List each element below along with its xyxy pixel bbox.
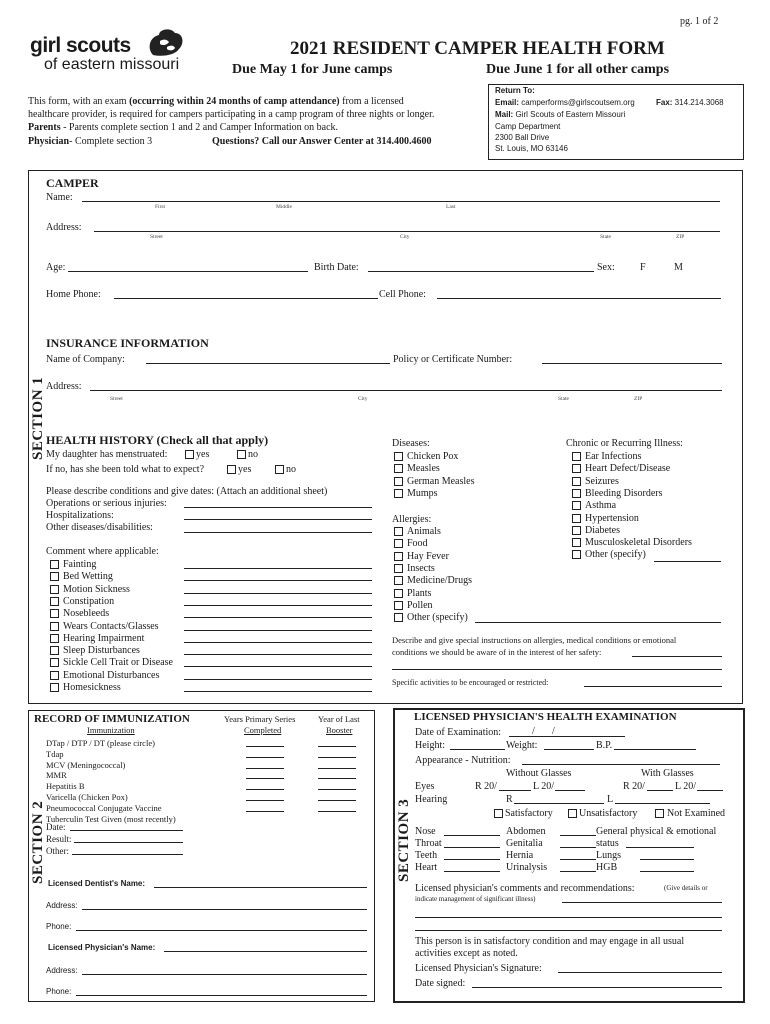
unsatisfactory-checkbox[interactable] bbox=[568, 809, 577, 818]
eyes-l-without-field[interactable] bbox=[555, 790, 585, 791]
col-primary-1: Years Primary Series bbox=[224, 714, 296, 724]
exam-date-label: Date of Examination: bbox=[415, 727, 502, 738]
exam-col3-label: Lungs bbox=[596, 850, 621, 861]
exam-col1-label: Teeth bbox=[415, 850, 438, 861]
immunization-heading: RECORD OF IMMUNIZATION bbox=[34, 713, 190, 725]
chronic-other-field[interactable] bbox=[654, 561, 721, 562]
exam-col1-label: Nose bbox=[415, 826, 436, 837]
diseases-item: German Measles bbox=[407, 475, 475, 487]
tb-other-field[interactable] bbox=[72, 854, 183, 855]
allergy-other-field[interactable] bbox=[475, 622, 721, 623]
appearance-label: Appearance - Nutrition: bbox=[415, 755, 511, 766]
ins-address-label: Address: bbox=[46, 381, 82, 392]
cell-phone-label: Cell Phone: bbox=[379, 289, 426, 300]
vaccine-booster-field[interactable] bbox=[318, 800, 356, 801]
return-street: 2300 Ball Drive bbox=[495, 133, 550, 142]
comments-comment-field[interactable] bbox=[184, 642, 372, 643]
vaccine-primary-field[interactable] bbox=[246, 768, 284, 769]
without-glasses-label: Without Glasses bbox=[506, 768, 572, 779]
vaccine-name: DTap / DTP / DT (please circle) bbox=[46, 738, 155, 748]
chronic-label: Chronic or Recurring Illness: bbox=[566, 438, 683, 449]
comments-item: Hearing Impairment bbox=[63, 632, 145, 644]
unsatisfactory-label: Unsatisfactory bbox=[579, 808, 638, 819]
physician-note: Physician- Complete section 3 bbox=[28, 136, 153, 147]
exam-col2-field[interactable] bbox=[560, 835, 596, 836]
instructions-field-2[interactable] bbox=[392, 669, 722, 670]
menstruated-yes-label: yes bbox=[196, 449, 210, 460]
chronic-item: Seizures bbox=[585, 475, 619, 487]
cell-phone-field[interactable] bbox=[437, 298, 721, 299]
allergies-label: Allergies: bbox=[392, 514, 432, 525]
diseases-item: Mumps bbox=[407, 487, 438, 499]
policy-field[interactable] bbox=[542, 363, 722, 364]
physician-exam-heading: LICENSED PHYSICIAN'S HEALTH EXAMINATION bbox=[414, 711, 677, 723]
allergies-item: Medicine/Drugs bbox=[407, 575, 472, 587]
middle-hint: Middle bbox=[276, 204, 292, 210]
comments-label: Licensed physician's comments and recommendations: bbox=[415, 883, 635, 894]
vaccine-primary-field[interactable] bbox=[246, 757, 284, 758]
exam-col1-field[interactable] bbox=[444, 835, 500, 836]
form-title: 2021 RESIDENT CAMPER HEALTH FORM bbox=[290, 38, 665, 59]
street-hint: Street bbox=[150, 234, 163, 240]
allergies-checkbox[interactable] bbox=[394, 527, 403, 536]
eyes-l-with-field[interactable] bbox=[697, 790, 723, 791]
exam-col3-label: General physical & emotional bbox=[596, 826, 717, 837]
dentist-address-label: Address: bbox=[46, 901, 78, 910]
policy-label: Policy or Certificate Number: bbox=[393, 354, 513, 365]
comments-item: Emotional Disturbances bbox=[63, 669, 160, 681]
birth-date-label: Birth Date: bbox=[314, 262, 359, 273]
hearing-l: L bbox=[607, 794, 614, 805]
allergies-item: Plants bbox=[407, 587, 432, 599]
instructions-field-1[interactable] bbox=[632, 656, 722, 657]
allergies-checkbox[interactable] bbox=[394, 564, 403, 573]
comments-comment-field[interactable] bbox=[184, 666, 372, 667]
intro-line-2: healthcare provider, is required for campers participating in a camp program of three nights or longer. bbox=[28, 109, 435, 120]
exam-col3-field[interactable] bbox=[640, 859, 694, 860]
allergies-checkbox[interactable] bbox=[394, 613, 403, 622]
exam-col2-field[interactable] bbox=[560, 871, 596, 872]
due-date-other: Due June 1 for all other camps bbox=[486, 62, 670, 77]
weight-label: Weight: bbox=[506, 740, 538, 751]
age-field[interactable] bbox=[68, 271, 308, 272]
name-label: Name: bbox=[46, 192, 73, 203]
menstruated-question: My daughter has menstruated: bbox=[46, 449, 168, 460]
return-email: Email: camperforms@girlscoutsem.org bbox=[495, 98, 635, 107]
other-diseases-label: Other diseases/disabilities: bbox=[46, 522, 153, 533]
hearing-r-field[interactable] bbox=[514, 803, 604, 804]
eyes-r-with: R 20/ bbox=[623, 781, 645, 792]
return-dept: Camp Department bbox=[495, 122, 561, 131]
vaccine-name: Pneumococcal Conjugate Vaccine bbox=[46, 802, 162, 813]
chronic-checkbox[interactable] bbox=[572, 501, 581, 510]
trefoil-logo-icon bbox=[145, 27, 185, 57]
exam-date-field[interactable] bbox=[509, 736, 625, 737]
comments-comment-field[interactable] bbox=[184, 580, 372, 581]
ins-city-hint: City bbox=[358, 396, 368, 402]
activities-field[interactable] bbox=[584, 686, 722, 687]
tb-other-label: Other: bbox=[46, 846, 69, 856]
hospitalizations-label: Hospitalizations: bbox=[46, 510, 114, 521]
insurance-heading: INSURANCE INFORMATION bbox=[46, 336, 209, 350]
diseases-checkbox[interactable] bbox=[394, 477, 403, 486]
sex-female[interactable]: F bbox=[640, 262, 646, 273]
immunization-subheading: Immunization bbox=[87, 725, 135, 735]
other-diseases-field[interactable] bbox=[184, 532, 372, 533]
with-glasses-label: With Glasses bbox=[641, 768, 694, 779]
vaccine-booster-field[interactable] bbox=[318, 746, 356, 747]
physician-phone-label: Phone: bbox=[46, 987, 72, 996]
ins-street-hint: Street bbox=[110, 396, 123, 402]
comments-checkbox[interactable] bbox=[50, 597, 59, 606]
comments-item: Bed Wetting bbox=[63, 571, 113, 583]
hearing-r: R bbox=[506, 794, 513, 805]
ins-state-hint: State bbox=[558, 396, 569, 402]
diseases-checkbox[interactable] bbox=[394, 452, 403, 461]
due-date-june: Due May 1 for June camps bbox=[232, 62, 393, 77]
vaccine-booster-field[interactable] bbox=[318, 768, 356, 769]
instructions-line-2: conditions we should be aware of in the interest of her safety: bbox=[392, 647, 602, 657]
sex-male[interactable]: M bbox=[674, 262, 683, 273]
height-field[interactable] bbox=[450, 749, 505, 750]
chronic-item: Musculoskeletal Disorders bbox=[585, 537, 692, 549]
physician-address-label: Address: bbox=[46, 966, 78, 975]
age-label: Age: bbox=[46, 262, 66, 273]
home-phone-field[interactable] bbox=[114, 298, 378, 299]
section-2-label: SECTION 2 bbox=[30, 800, 46, 884]
chronic-item: Bleeding Disorders bbox=[585, 487, 663, 499]
chronic-checkbox[interactable] bbox=[572, 477, 581, 486]
instructions-line-1: Describe and give special instructions on allergies, medical conditions or emotional bbox=[392, 635, 677, 645]
exam-col2-field[interactable] bbox=[560, 859, 596, 860]
allergies-item: Food bbox=[407, 538, 428, 550]
eyes-r-without: R 20/ bbox=[475, 781, 497, 792]
eyes-l-with: L 20/ bbox=[675, 781, 697, 792]
first-hint: First bbox=[155, 204, 166, 210]
sex-label: Sex: bbox=[597, 262, 615, 273]
comments-comment-field[interactable] bbox=[184, 605, 372, 606]
expect-yes-checkbox[interactable] bbox=[227, 465, 236, 474]
menstruated-no-checkbox[interactable] bbox=[237, 450, 246, 459]
allergies-checkbox[interactable] bbox=[394, 601, 403, 610]
vaccine-booster-field[interactable] bbox=[318, 811, 356, 812]
bp-label: B.P. bbox=[596, 740, 613, 751]
home-phone-label: Home Phone: bbox=[46, 289, 101, 300]
allergies-checkbox[interactable] bbox=[394, 576, 403, 585]
operations-label: Operations or serious injuries: bbox=[46, 498, 167, 509]
tb-date-field[interactable] bbox=[70, 830, 183, 831]
eyes-l-without: L 20/ bbox=[533, 781, 555, 792]
name-field[interactable] bbox=[82, 201, 720, 202]
exam-date-slash-1: / bbox=[532, 726, 535, 737]
dentist-phone-field[interactable] bbox=[76, 930, 367, 931]
physician-name-label: Licensed Physician's Name: bbox=[48, 943, 156, 952]
comments-note-2: indicate management of significant illness) bbox=[415, 895, 536, 903]
satisfactory-checkbox[interactable] bbox=[494, 809, 503, 818]
eyes-label: Eyes bbox=[415, 781, 435, 792]
satisfactory-label: Satisfactory bbox=[505, 808, 553, 819]
return-city: St. Louis, MO 63146 bbox=[495, 144, 568, 153]
exam-date-slash-2: / bbox=[552, 726, 555, 737]
not-examined-checkbox[interactable] bbox=[655, 809, 664, 818]
comments-checkbox[interactable] bbox=[50, 634, 59, 643]
zip-hint: ZIP bbox=[676, 234, 685, 240]
signature-field[interactable] bbox=[558, 972, 722, 973]
state-hint: State bbox=[600, 234, 611, 240]
comments-item: Homesickness bbox=[63, 682, 121, 693]
allergies-checkbox[interactable] bbox=[394, 539, 403, 548]
comments-comment-field[interactable] bbox=[184, 654, 372, 655]
dentist-label: Licensed Dentist's Name: bbox=[48, 879, 146, 888]
birth-date-field[interactable] bbox=[368, 271, 594, 272]
chronic-item: Hypertension bbox=[585, 512, 639, 524]
company-field[interactable] bbox=[146, 363, 390, 364]
comments-item: Fainting bbox=[63, 559, 97, 570]
expect-question: If no, has she been told what to expect? bbox=[46, 464, 205, 475]
company-label: Name of Company: bbox=[46, 354, 125, 365]
exam-col3-field[interactable] bbox=[640, 871, 694, 872]
camper-heading: CAMPER bbox=[46, 176, 99, 190]
diseases-checkbox[interactable] bbox=[394, 489, 403, 498]
allergies-item: Animals bbox=[407, 526, 441, 537]
return-title: Return To: bbox=[495, 86, 535, 95]
answer-center: Questions? Call our Answer Center at 314.400.4600 bbox=[212, 136, 432, 147]
vaccine-primary-field[interactable] bbox=[246, 800, 284, 801]
comments-note-1: (Give details or bbox=[664, 884, 708, 892]
vaccine-name: Varicella (Chicken Pox) bbox=[46, 792, 128, 802]
hearing-label: Hearing bbox=[415, 794, 448, 805]
comments-comment-field[interactable] bbox=[184, 679, 372, 680]
chronic-checkbox[interactable] bbox=[572, 452, 581, 461]
chronic-item: Heart Defect/Disease bbox=[585, 463, 671, 475]
comments-checkbox[interactable] bbox=[50, 585, 59, 594]
chronic-checkbox[interactable] bbox=[572, 464, 581, 473]
chronic-item: Ear Infections bbox=[585, 451, 642, 462]
exam-col1-field[interactable] bbox=[444, 847, 500, 848]
vaccine-primary-field[interactable] bbox=[246, 811, 284, 812]
comments-checkbox[interactable] bbox=[50, 683, 59, 692]
allergies-checkbox[interactable] bbox=[394, 552, 403, 561]
allergies-item: Insects bbox=[407, 562, 435, 574]
describe-instruction: Please describe conditions and give dates: (Attach an additional sheet) bbox=[46, 486, 328, 497]
allergies-item: Hay Fever bbox=[407, 550, 449, 562]
diseases-checkbox[interactable] bbox=[394, 464, 403, 473]
chronic-item: Other (specify) bbox=[585, 549, 646, 561]
comments-item: Sleep Disturbances bbox=[63, 645, 140, 657]
exam-col2-label: Urinalysis bbox=[506, 862, 548, 873]
activities-label: Specific activities to be encouraged or restricted: bbox=[392, 678, 549, 687]
physician-phone-field[interactable] bbox=[76, 995, 367, 996]
comment-label: Comment where applicable: bbox=[46, 546, 159, 557]
comments-comment-field[interactable] bbox=[184, 568, 372, 569]
exam-col3-label: status bbox=[596, 838, 619, 849]
section-2-box bbox=[28, 710, 375, 1002]
comments-comment-field[interactable] bbox=[184, 630, 372, 631]
hospitalizations-field[interactable] bbox=[184, 519, 372, 520]
vaccine-booster-field[interactable] bbox=[318, 757, 356, 758]
logo-girl-scouts: girl scouts bbox=[30, 34, 131, 57]
tb-result-field[interactable] bbox=[74, 842, 183, 843]
not-examined-label: Not Examined bbox=[667, 808, 726, 819]
appearance-field[interactable] bbox=[522, 764, 720, 765]
exam-col1-field[interactable] bbox=[444, 871, 500, 872]
signature-label: Licensed Physician's Signature: bbox=[415, 963, 542, 974]
exam-col2-label: Hernia bbox=[506, 850, 534, 861]
exam-col2-label: Abdomen bbox=[506, 826, 546, 837]
comments-item: Motion Sickness bbox=[63, 583, 130, 595]
vaccine-name: Hepatitis B bbox=[46, 781, 85, 792]
exam-col1-field[interactable] bbox=[444, 859, 500, 860]
comments-checkbox[interactable] bbox=[50, 609, 59, 618]
menstruated-no-label: no bbox=[248, 449, 258, 460]
allergies-checkbox[interactable] bbox=[394, 589, 403, 598]
comments-item: Sickle Cell Trait or Disease bbox=[63, 657, 173, 669]
allergies-item: Other (specify) bbox=[407, 612, 468, 624]
bp-field[interactable] bbox=[614, 749, 696, 750]
chronic-checkbox[interactable] bbox=[572, 514, 581, 523]
exam-col3-field[interactable] bbox=[626, 847, 694, 848]
hearing-l-field[interactable] bbox=[615, 803, 710, 804]
tb-result-label: Result: bbox=[46, 834, 72, 844]
col-primary-2: Completed bbox=[244, 725, 282, 735]
comments-comment-field[interactable] bbox=[184, 691, 372, 692]
comments-checkbox[interactable] bbox=[50, 572, 59, 581]
comments-checkbox[interactable] bbox=[50, 646, 59, 655]
chronic-item: Diabetes bbox=[585, 524, 620, 536]
vaccine-primary-field[interactable] bbox=[246, 778, 284, 779]
intro-line-1: This form, with an exam (occurring within 24 months of camp attendance) from a licensed bbox=[28, 96, 404, 107]
allergies-item: Pollen bbox=[407, 599, 433, 611]
date-signed-label: Date signed: bbox=[415, 978, 466, 989]
chronic-checkbox[interactable] bbox=[572, 550, 581, 559]
operations-field[interactable] bbox=[184, 507, 372, 508]
statement-line-2: activities except as noted. bbox=[415, 948, 518, 959]
comments-checkbox[interactable] bbox=[50, 671, 59, 680]
exam-col2-label: Genitalia bbox=[506, 838, 543, 849]
chronic-checkbox[interactable] bbox=[572, 526, 581, 535]
statement-line-1: This person is in satisfactory condition and may engage in all usual bbox=[415, 936, 685, 947]
city-hint: City bbox=[400, 234, 410, 240]
vaccine-booster-field[interactable] bbox=[318, 789, 356, 790]
comments-checkbox[interactable] bbox=[50, 560, 59, 569]
vaccine-primary-field[interactable] bbox=[246, 746, 284, 747]
vaccine-name: Tuberculin Test Given (most recently) bbox=[46, 813, 176, 824]
comments-comment-field[interactable] bbox=[184, 593, 372, 594]
health-history-heading: HEALTH HISTORY (Check all that apply) bbox=[46, 433, 269, 447]
eyes-r-with-field[interactable] bbox=[647, 790, 673, 791]
comments-field-2[interactable] bbox=[415, 917, 722, 918]
comments-item: Constipation bbox=[63, 595, 115, 607]
eyes-r-without-field[interactable] bbox=[499, 790, 531, 791]
page-number: pg. 1 of 2 bbox=[680, 16, 719, 27]
ins-zip-hint: ZIP bbox=[634, 396, 643, 402]
address-label: Address: bbox=[46, 222, 82, 233]
vaccine-booster-field[interactable] bbox=[318, 778, 356, 779]
vaccine-primary-field[interactable] bbox=[246, 789, 284, 790]
exam-col3-label: HGB bbox=[596, 862, 618, 873]
exam-col1-label: Throat bbox=[415, 838, 442, 849]
menstruated-yes-checkbox[interactable] bbox=[185, 450, 194, 459]
dentist-field[interactable] bbox=[154, 887, 367, 888]
comments-field-3[interactable] bbox=[415, 930, 722, 931]
col-booster-2: Booster bbox=[326, 725, 353, 735]
tb-date-label: Date: bbox=[46, 822, 66, 832]
col-booster-1: Year of Last bbox=[318, 714, 360, 724]
address-field[interactable] bbox=[94, 231, 720, 232]
parents-note: Parents - Parents complete section 1 and 2 and Camper Information on back. bbox=[28, 122, 339, 133]
expect-yes-label: yes bbox=[238, 464, 252, 475]
chronic-checkbox[interactable] bbox=[572, 538, 581, 547]
physician-name-field[interactable] bbox=[164, 951, 367, 952]
logo-eastern-missouri: of eastern missouri bbox=[44, 56, 180, 73]
exam-col1-label: Heart bbox=[415, 862, 438, 873]
section-3-label: SECTION 3 bbox=[396, 798, 412, 882]
height-label: Height: bbox=[415, 740, 445, 751]
ins-address-field[interactable] bbox=[90, 390, 722, 391]
chronic-checkbox[interactable] bbox=[572, 489, 581, 498]
diseases-label: Diseases: bbox=[392, 438, 430, 449]
comments-item: Nosebleeds bbox=[63, 608, 110, 620]
dentist-address-field[interactable] bbox=[82, 909, 367, 910]
date-signed-field[interactable] bbox=[472, 987, 722, 988]
physician-address-field[interactable] bbox=[82, 974, 367, 975]
exam-col2-field[interactable] bbox=[560, 847, 596, 848]
return-mail: Mail: Girl Scouts of Eastern Missouri bbox=[495, 110, 626, 119]
diseases-item: Chicken Pox bbox=[407, 451, 459, 462]
expect-no-checkbox[interactable] bbox=[275, 465, 284, 474]
comments-field-1[interactable] bbox=[562, 902, 722, 903]
expect-no-label: no bbox=[286, 464, 296, 475]
dentist-phone-label: Phone: bbox=[46, 922, 72, 931]
return-fax: Fax: 314.214.3068 bbox=[656, 98, 724, 107]
comments-checkbox[interactable] bbox=[50, 658, 59, 667]
chronic-item: Asthma bbox=[585, 500, 617, 512]
vaccine-name: MMR bbox=[46, 770, 67, 781]
comments-item: Wears Contacts/Glasses bbox=[63, 620, 159, 632]
comments-checkbox[interactable] bbox=[50, 622, 59, 631]
comments-comment-field[interactable] bbox=[184, 617, 372, 618]
section-1-label: SECTION 1 bbox=[30, 376, 46, 460]
vaccine-name: MCV (Meningococcal) bbox=[46, 759, 126, 770]
weight-field[interactable] bbox=[544, 749, 594, 750]
last-hint: Last bbox=[446, 204, 456, 210]
vaccine-name: Tdap bbox=[46, 748, 64, 759]
diseases-item: Measles bbox=[407, 463, 440, 475]
